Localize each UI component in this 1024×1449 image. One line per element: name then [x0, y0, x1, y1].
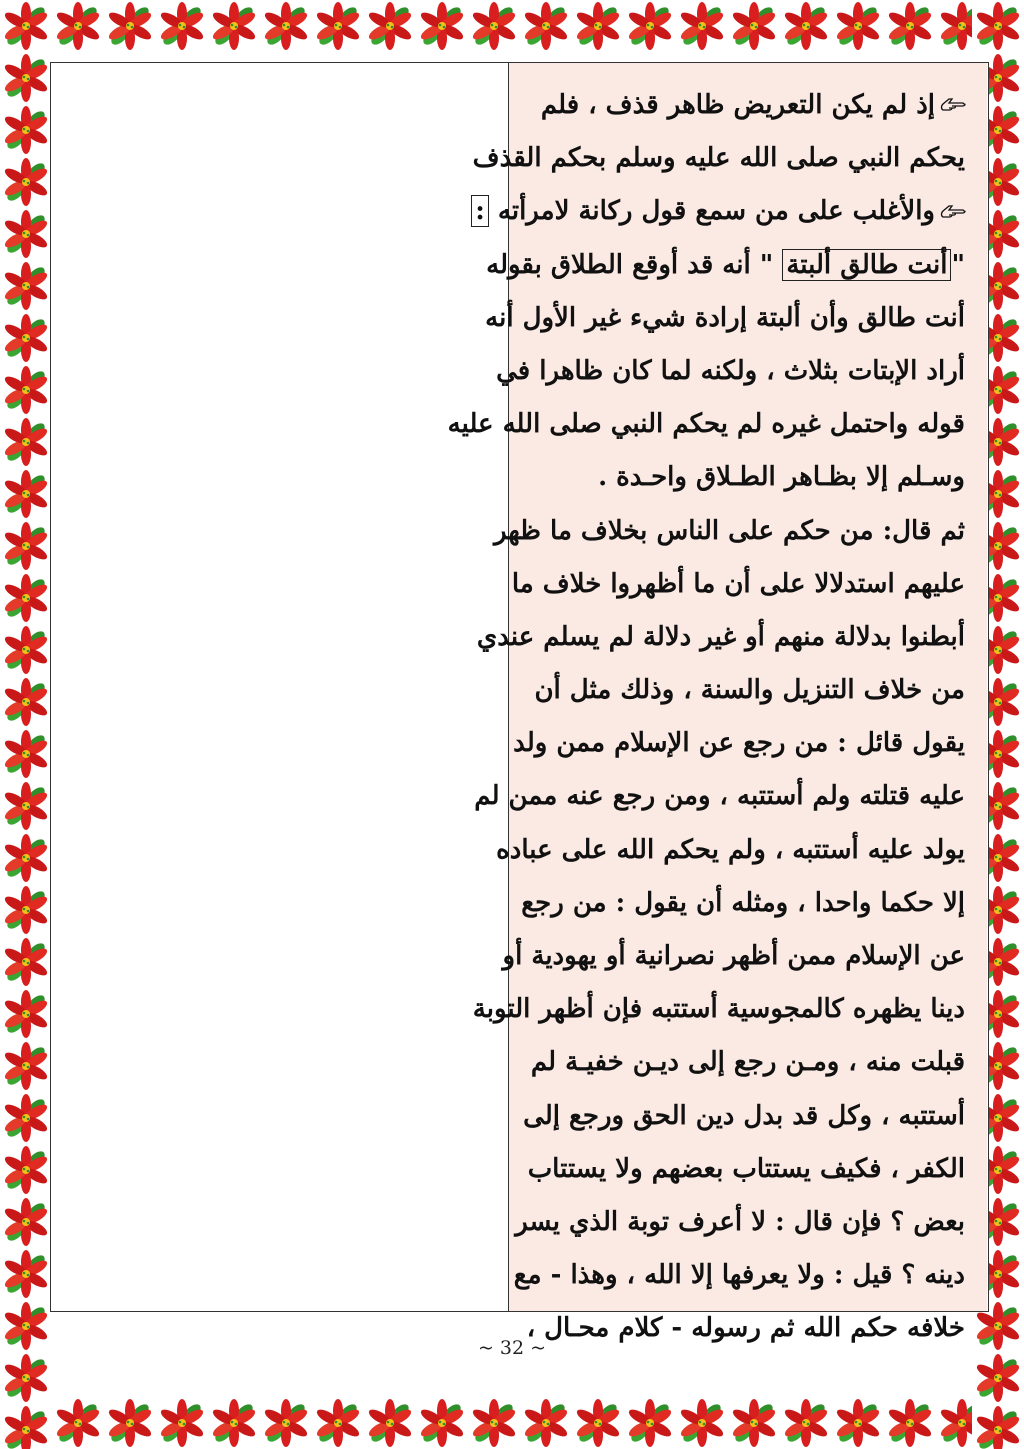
page-table — [50, 62, 989, 1344]
decorative-border-left — [0, 0, 52, 1449]
text-line — [529, 79, 965, 132]
decorative-border-top — [0, 0, 1024, 52]
text-line: أنت طالق وأن ألبتة إرادة شيء غير الأول أنه — [485, 302, 965, 333]
text-line: عن الإسلام ممن أظهر نصرانية أو يهودية أو — [502, 941, 965, 971]
boxed-colon: : — [471, 195, 489, 227]
text-column — [447, 63, 987, 1344]
text-line: يولد عليه أستتبه ، ولم يحكم الله على عباده — [496, 834, 965, 865]
text-line: إلا حكما واحدا ، ومثله أن يقول : من رجع — [521, 887, 965, 918]
text-line: عليه قتلته ولم أستتبه ، ومن رجع عنه ممن لم — [474, 781, 965, 812]
text-line — [486, 239, 965, 292]
decorative-border-bottom — [0, 1397, 1024, 1449]
blank-column — [51, 63, 509, 1311]
text-line: خلافه حكم الله ثم رسوله - كلام محـال ، — [526, 1313, 965, 1344]
text-line: من خلاف التنزيل والسنة ، وذلك مثل أن — [534, 675, 965, 706]
text-line: قوله واحتمل غيره لم يحكم النبي صلى الله عليه — [447, 409, 965, 440]
boxed-phrase: أنت طالق ألبتة — [782, 249, 951, 281]
text-segment: " أنه قد أوقع الطلاق بقوله — [486, 249, 774, 280]
text-line: الكفر ، فكيف يستتاب بعضهم ولا يستتاب — [527, 1153, 965, 1184]
text-line: أراد الإبتات بثلاث ، ولكنه لما كان ظاهرا في — [496, 355, 965, 386]
text-line: أستتبه ، وكل قد بدل دين الحق ورجع إلى — [523, 1100, 965, 1131]
text-line: وسـلم إلا بظـاهر الطـلاق واحـدة . — [598, 462, 965, 493]
text-line: عليهم استدلالا على أن ما أظهروا خلاف ما — [511, 568, 965, 599]
text-line: دينا يظهره كالمجوسية أستتبه فإن أظهر التوبة — [472, 994, 965, 1025]
pointing-hand-icon — [939, 186, 965, 239]
text-line: يقول قائل : من رجع عن الإسلام ممن ولد — [513, 728, 965, 759]
text-segment: والأغلب على من سمع قول ركانة لامرأته — [497, 196, 935, 227]
text-line: ثم قال: من حكم على الناس بخلاف ما ظهر — [493, 515, 965, 546]
pointing-hand-icon — [939, 79, 965, 132]
text-line: أبطنوا بدلالة منهم أو غير دلالة لم يسلم عندي — [476, 621, 965, 652]
text-line: قبلت منه ، ومـن رجع إلى ديـن خفيـة لم — [530, 1047, 965, 1078]
page-number: ~ 32 ~ — [477, 1337, 547, 1359]
quote-mark: " — [951, 249, 965, 280]
text-segment: إذ لم يكن التعريض ظاهر قذف ، فلم — [540, 90, 935, 120]
text-line: يحكم النبي صلى الله عليه وسلم بحكم القذف — [472, 143, 965, 174]
text-line: دينه ؟ قيل : ولا يعرفها إلا الله ، وهذا - مع — [513, 1260, 965, 1291]
text-line: بعض ؟ فإن قال : لا أعرف توبة الذي يسر — [515, 1206, 965, 1237]
text-line — [475, 185, 965, 238]
